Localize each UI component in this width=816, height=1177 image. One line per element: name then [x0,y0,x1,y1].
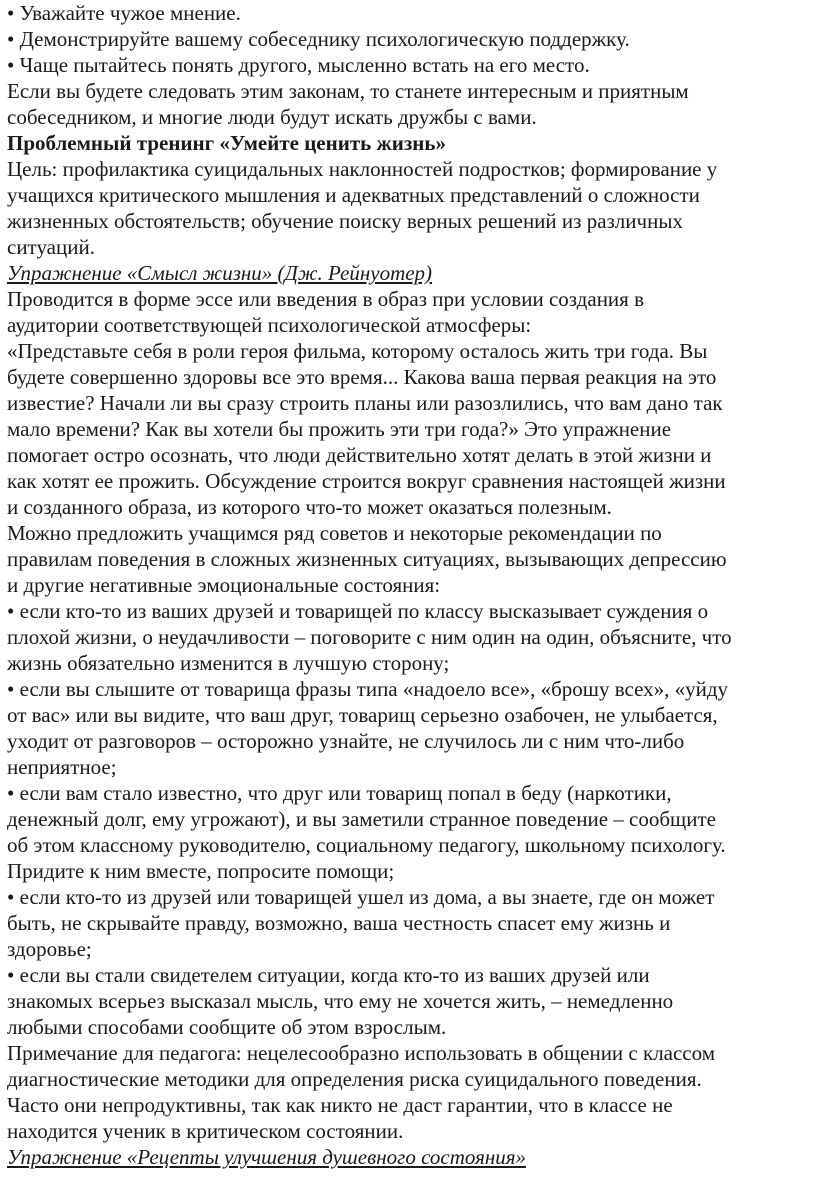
text-line: мало времени? Как вы хотели бы прожить эти три года?» Это упражнение [7,417,672,441]
text-line: • Чаще пытайтесь понять другого, мысленно встать на его место. [7,53,590,77]
text-line: Цель: профилактика суицидальных наклонностей подростков; формирование у [7,157,718,181]
text-line: и созданного образа, из которого что-то может оказаться полезным. [7,495,612,519]
text-line: аудитории соответствующей психологической атмосферы: [7,313,532,337]
text-line: Проводится в форме эссе или введения в образ при условии создания в [7,287,644,311]
text-line: ситуаций. [7,235,95,259]
text-line: будете совершенно здоровы все это время... Какова ваша первая реакция на это [7,365,717,389]
text-line: об этом классному руководителю, социальному педагогу, школьному психологу. [7,833,726,857]
text-line: Придите к ним вместе, попросите помощи; [7,859,395,883]
text-line: быть, не скрывайте правду, возможно, ваша честность спасет ему жизнь и [7,911,671,935]
text-line: неприятное; [7,755,117,779]
text-line: помогает остро осознать, что люди действительно хотят делать в этой жизни и [7,443,712,467]
text-line: диагностические методики для определения риска суицидального поведения. [7,1067,702,1091]
text-line: учащихся критического мышления и адекватных представлений о сложности [7,183,700,207]
text-line: • Уважайте чужое мнение. [7,1,241,25]
text-line: любыми способами сообщите об этом взрослым. [7,1015,447,1039]
text-line: денежный долг, ему угрожают), и вы заметили странное поведение – сообщите [7,807,716,831]
text-line: находится ученик в критическом состоянии. [7,1119,404,1143]
text-line: знакомых всерьез высказал мысль, что ему не хочется жить, – немедленно [7,989,674,1013]
section-heading: Проблемный тренинг «Умейте ценить жизнь» [7,131,446,155]
text-line: здоровье; [7,937,92,961]
text-line: • если вы стали свидетелем ситуации, когда кто-то из ваших друзей или [7,963,650,987]
exercise-heading: Упражнение «Рецепты улучшения душевного состояния» [7,1145,527,1169]
text-line: Часто они непродуктивны, так как никто не даст гарантии, что в классе не [7,1093,673,1117]
text-line: и другие негативные эмоциональные состояния: [7,573,441,597]
text-line: • если кто-то из друзей или товарищей ушел из дома, а вы знаете, где он может [7,885,715,909]
document-page [7,0,812,1170]
exercise-heading: Упражнение «Смысл жизни» (Дж. Рейнуотер) [7,261,433,285]
text-line: правилам поведения в сложных жизненных ситуациях, вызывающих депрессию [7,547,727,571]
text-line: жизненных обстоятельств; обучение поиску верных решений из различных [7,209,683,233]
text-line: «Представьте себя в роли героя фильма, которому осталось жить три года. Вы [7,339,708,363]
text-line: Можно предложить учащимся ряд советов и некоторые рекомендации по [7,521,662,545]
text-line: • если кто-то из ваших друзей и товарищей по классу высказывает суждения о [7,599,709,623]
text-line: жизнь обязательно изменится в лучшую сторону; [7,651,450,675]
text-line: как хотят ее прожить. Обсуждение строится вокруг сравнения настоящей жизни [7,469,726,493]
text-line: плохой жизни, о неудачливости – поговорите с ним один на один, объясните, что [7,625,732,649]
text-line: собеседником, и многие люди будут искать дружбы с вами. [7,105,537,129]
text-line: Если вы будете следовать этим законам, то станете интересным и приятным [7,79,689,103]
text-line: Примечание для педагога: нецелесообразно использовать в общении с классом [7,1041,716,1065]
text-line: • Демонстрируйте вашему собеседнику психологическую поддержку. [7,27,630,51]
text-line: • если вы слышите от товарища фразы типа «надоело все», «брошу всех», «уйду [7,677,729,701]
text-line: известие? Начали ли вы сразу строить планы или разозлились, что вам дано так [7,391,723,415]
text-line: от вас» или вы видите, что ваш друг, товарищ серьезно озабочен, не улыбается, [7,703,718,727]
text-line: • если вам стало известно, что друг или товарищ попал в беду (наркотики, [7,781,672,805]
text-line: уходит от разговоров – осторожно узнайте, не случилось ли с ним что-либо [7,729,685,753]
